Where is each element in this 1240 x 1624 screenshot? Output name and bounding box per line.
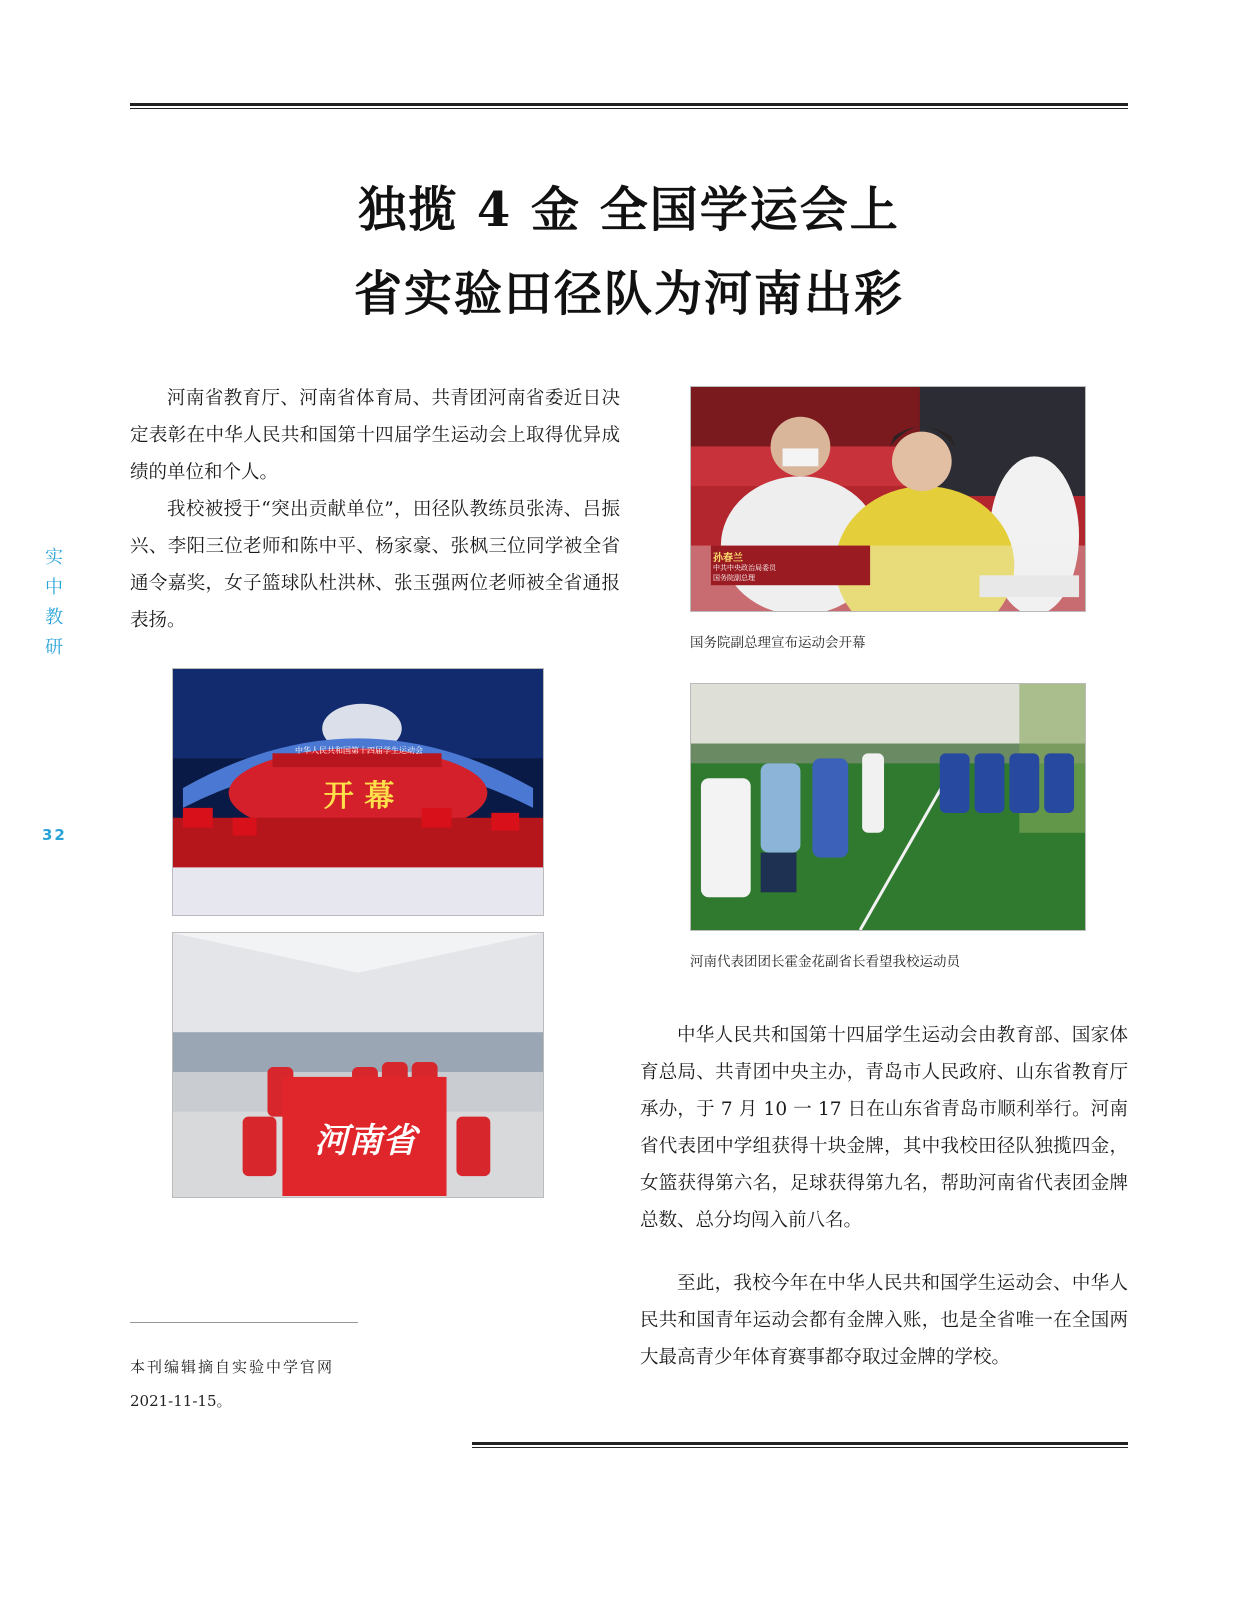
- sidebar-label: [42, 543, 66, 663]
- footnote-source: 本刊编辑摘自实验中学官网: [130, 1358, 335, 1376]
- bottom-rule: [472, 1442, 1128, 1448]
- team-flag-text: 河南省: [314, 1121, 417, 1161]
- title-line-1: 独揽 4 金 全国学运会上: [358, 182, 900, 238]
- sidebar-char: 研: [45, 637, 63, 658]
- body-paragraph-1: 中华人民共和国第十四届学生运动会由教育部、国家体育总局、共青团中央主办，青岛市人民政府、山东省教育厅承办，于 7 月 10 一 17 日在山东省青岛市顺利举行。河南省代表团中学组获得十块金牌，其中我校田径队独揽四金，女篮获得第六名，足球获得第九名，帮助河南省代表团金牌总数、总分均闯入前八名。: [640, 1025, 1128, 1231]
- opening-banner-text: 开 幕: [323, 779, 395, 814]
- speaker-title-1: 中共中央政治局委员: [713, 564, 776, 572]
- caption-speech: 国务院副总理宣布运动会开幕: [690, 635, 866, 651]
- title-line-2: 省实验田径队为河南出彩: [353, 266, 904, 322]
- footnote-date: 2021-11-15。: [130, 1392, 232, 1410]
- team-group-photo: [172, 932, 544, 1198]
- speech-photo: [690, 386, 1086, 612]
- body-paragraph-2: 至此，我校今年在中华人民共和国学生运动会、中华人民共和国青年运动会都有金牌入账，也是全省唯一在全国两大最高青少年体育赛事都夺取过金牌的学校。: [640, 1273, 1128, 1368]
- article-title: [130, 168, 1128, 336]
- speaker-name: 孙春兰: [713, 553, 743, 564]
- page-number: 32: [42, 826, 67, 844]
- field-visit-photo: [690, 683, 1086, 931]
- sidebar-char: 实: [45, 547, 63, 568]
- footnote: [130, 1350, 334, 1418]
- sidebar-char: 中: [45, 577, 63, 598]
- intro-paragraph-1: 河南省教育厅、河南省体育局、共青团河南省委近日决定表彰在中华人民共和国第十四届学生运动会上取得优异成绩的单位和个人。: [130, 388, 620, 483]
- speaker-title-2: 国务院副总理: [713, 574, 755, 582]
- sidebar-char: 教: [45, 607, 63, 628]
- footnote-rule: [130, 1322, 358, 1323]
- intro-paragraph-2: 我校被授于“突出贡献单位”，田径队教练员张涛、吕振兴、李阳三位老师和陈中平、杨家豪、张枫三位同学被全省通令嘉奖，女子篮球队杜洪林、张玉强两位老师被全省通报表扬。: [130, 499, 620, 631]
- opening-subtitle: 中华人民共和国第十四届学生运动会: [295, 746, 423, 755]
- caption-field-visit: 河南代表团团长霍金花副省长看望我校运动员: [690, 954, 960, 970]
- top-rule: [130, 103, 1128, 109]
- opening-ceremony-photo: [172, 668, 544, 916]
